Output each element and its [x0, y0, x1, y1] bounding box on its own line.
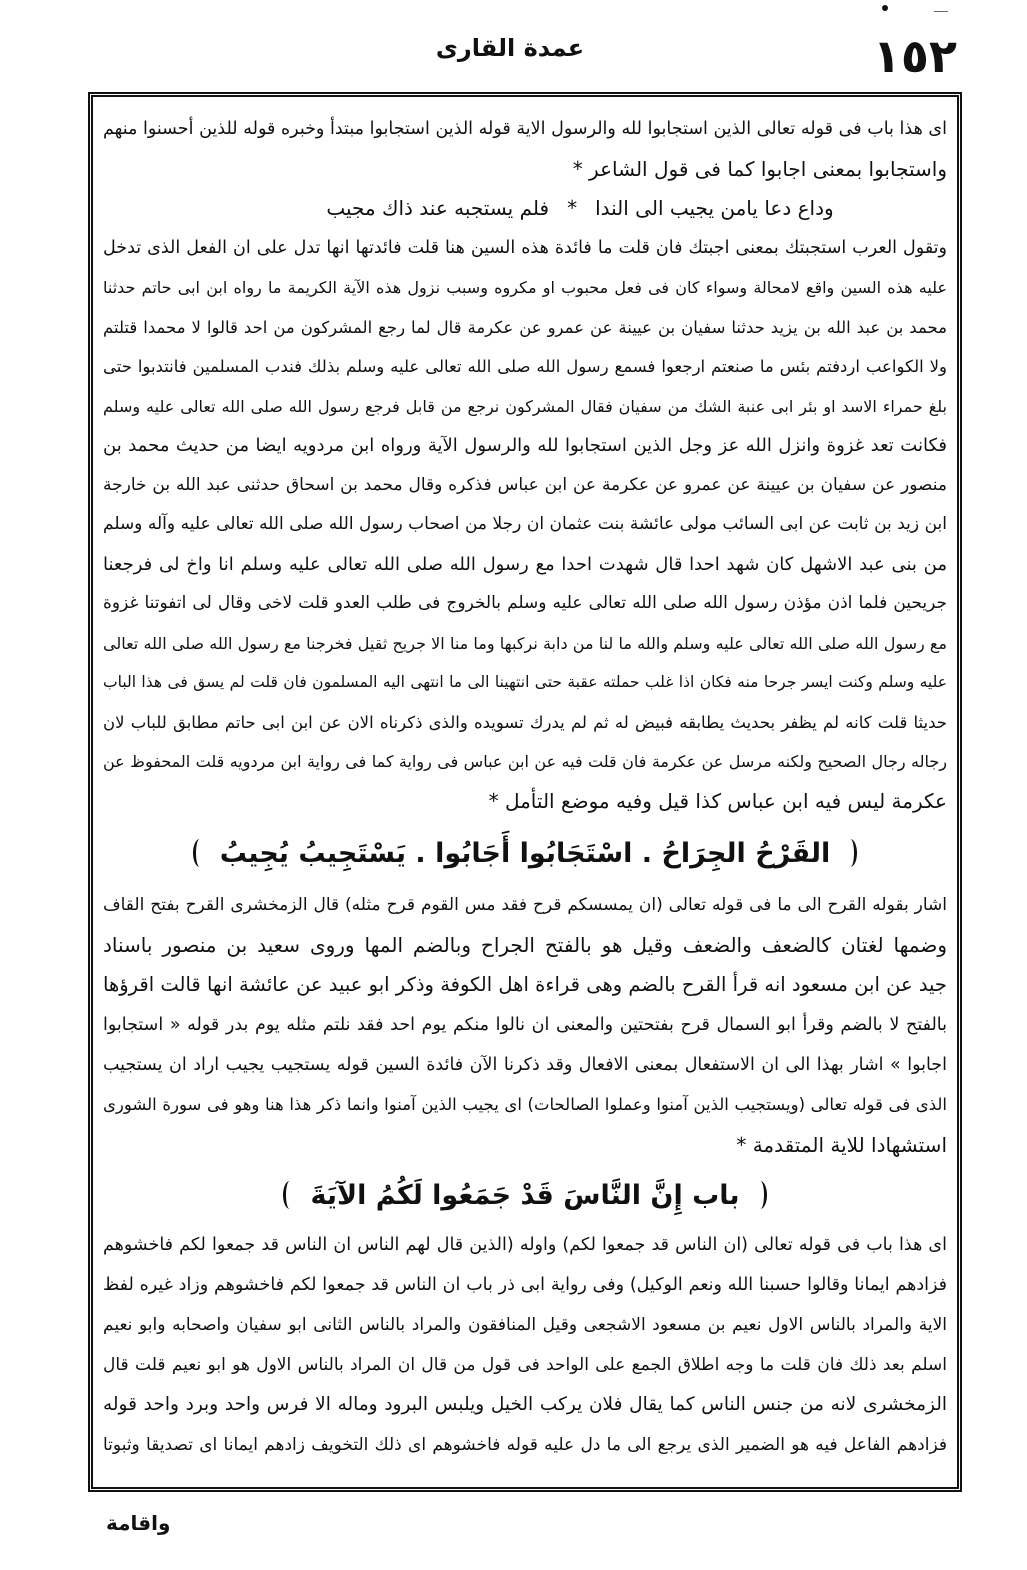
text-line: ابن زيد بن ثابت عن ابى السائب مولى عائشة بنت عثمان ان رجلا من اصحاب رسول الله صلى الله تعالى عليه وآله وسلم	[103, 514, 947, 534]
text-line: فكانت تعد غزوة وانزل الله عز وجل الذين استجابوا لله والرسول الآية ورواه ابن مردويه ايضا من حديث محمد بن	[103, 435, 947, 456]
verse-first-hemistich: وداع دعا يامن يجيب الى الندا	[595, 196, 834, 220]
text-line: اجابوا » اشار بهذا الى ان الاستفعال بمعنى الافعال وقد ذكرنا الآن فائدة السين قوله يستجيب يجيب اراد ان يستجيب	[103, 1055, 947, 1075]
text-line: من بنى عبد الاشهل كان شهد احدا قال شهدت احدا مع رسول الله صلى الله تعالى عليه وسلم انا واخ لى فرجعنا	[103, 553, 947, 575]
section-heading	[103, 821, 947, 885]
section-heading-text: القَرْحُ الجِرَاحُ . اسْتَجَابُوا أَجَابُوا . يَسْتَجِيبُ يُجِيبُ	[219, 837, 831, 869]
chapter-heading	[103, 1165, 947, 1225]
text-line: بالفتح لا بالضم وقرأ ابو السمال قرح بفتحتين والمعنى ان نالوا منكم يوم احد فقد نلتم مثله يوم بدر قوله « استجابوا	[103, 1015, 947, 1035]
verse-separator: *	[567, 196, 578, 220]
catchword: واقامة	[106, 1511, 171, 1535]
text-line: الزمخشرى لانه من جنس الناس كما يقال فلان يركب الخيل ويلبس البرود وماله الا فرس واحد وبرد واحد قوله	[103, 1394, 947, 1415]
section-commentary-2	[103, 885, 947, 1165]
text-frame	[88, 92, 962, 1492]
text-line: فزادهم ايمانا وقالوا حسبنا الله ونعم الوكيل) وفى رواية ابى ذر باب ان الناس قد جمعوا لكم فاخشوهم وزاد غيره لفظ	[103, 1275, 947, 1295]
text-line: ولا الكواعب اردفتم بئس ما صنعتم ارجعوا فسمع رسول الله صلى الله تعالى عليه وسلم بذلك فندب المسلمين فانتدبوا حتى	[103, 357, 947, 376]
text-line: فزادهم الفاعل فيه هو الضمير الذى يرجع الى ما دل عليه قوله فاخشوهم اى ذلك التخويف زادهم ايمانا اى تصديقا وثبوتا	[103, 1435, 947, 1455]
ornate-bracket-close	[193, 839, 204, 867]
ink-dot-mark	[882, 5, 888, 11]
text-line: وتقول العرب استجبتك بمعنى اجبتك فان قلت ما فائدة هذه السين هنا قلت فائدتها انها تدل على ان الفعل الذى تدخل	[103, 237, 947, 258]
section-commentary-3	[103, 1225, 947, 1465]
running-title: عمدة القارى	[435, 34, 585, 62]
text-line: مع رسول الله صلى الله تعالى عليه وسلم والله ما لنا من دابة نركبها وما منا الا جريح ثقيل فخرجنا مع رسول الله صلى الله تعالى	[103, 633, 947, 653]
text-line: عكرمة ليس فيه ابن عباس كذا قيل وفيه موضع التأمل *	[488, 788, 947, 813]
text-line: رجاله رجال الصحيح ولكنه مرسل عن عكرمة فان قلت فيه عن ابن عباس فى رواية كما فى رواية ابن مردويه قلت المحفوظ عن	[103, 752, 947, 771]
text-line: وضمها لغتان كالضعف والضعف وقيل هو بالفتح الجراح وبالضم المها وروى سعيد بن منصور باسناد	[103, 933, 947, 957]
text-line: الاية والمراد بالناس الاول نعيم بن مسعود الاشجعى وقيل المنافقون والمراد بالناس الثانى ابو سفيان واصحابه وابو نعيم	[103, 1315, 947, 1335]
text-line: اشار بقوله القرح الى ما فى قوله تعالى (ان يمسسكم قرح فقد مس القوم قرح مثله) قال الزمخشرى القرح بفتح القاف	[103, 895, 947, 915]
ink-dash-mark	[934, 11, 948, 12]
section-commentary-1	[103, 110, 947, 821]
text-line: جريحين فلما اذن مؤذن رسول الله صلى الله تعالى عليه وسلم بالخروج فى طلب العدو قلت لاخى وقال لى اتفوتنا غزوة	[103, 593, 947, 613]
text-line: منصور عن سفيان بن عيينة عن عمرو عن عكرمة عن ابن عباس فذكره وقال محمد بن اسحاق حدثنى عبد الله بن خارجة	[103, 474, 947, 495]
text-line: واستجابوا بمعنى اجابوا كما فى قول الشاعر *	[572, 156, 947, 181]
ornate-bracket-close	[283, 1181, 294, 1209]
text-line: اى هذا باب فى قوله تعالى (ان الناس قد جمعوا لكم) واوله (الذين قال لهم الناس ان الناس قد جمعوا لكم فاخشوهم	[103, 1235, 947, 1255]
text-line: استشهادا للاية المتقدمة *	[736, 1133, 947, 1157]
text-line: عليه وسلم وكنت ايسر جرحا منه فكان اذا غلب حملته عقبة حتى انتهينا الى ما انتهى اليه المسلمون فان قلت لم يسق فى هذا الباب	[103, 673, 947, 691]
text-line: الذى فى قوله تعالى (ويستجيب الذين آمنوا وعملوا الصالحات) اى يجيب الذين آمنوا وانما ذكر هذا هنا وهو فى سورة الشورى	[103, 1095, 947, 1114]
chapter-heading-text: باب إِنَّ النَّاسَ قَدْ جَمَعُوا لَكُمُ الآيَةَ	[310, 1179, 740, 1211]
text-line: جيد عن ابن مسعود انه قرأ القرح بالضم وهى قراءة اهل الكوفة وذكر ابو عبيد عن عائشة انها قالت اقرؤها	[103, 973, 947, 996]
ornate-bracket-open	[846, 839, 857, 867]
ornate-bracket-open	[756, 1181, 767, 1209]
page-number: ١٥٢	[872, 29, 957, 83]
text-line: اسلم بعد ذلك فان قلت ما وجه اطلاق الجمع على الواحد فى قول من قال ان المراد بالناس الاول هو ابو نعيم قلت قال	[103, 1355, 947, 1375]
text-line: اى هذا باب فى قوله تعالى الذين استجابوا لله والرسول الاية قوله الذين استجابوا مبتدأ وخبره قوله للذين أحسنوا منهم	[103, 119, 947, 139]
text-line: محمد بن عبد الله بن يزيد حدثنا سفيان بن عيينة عن عمرو عن عكرمة قال لما رجع المشركون من احد قالوا لا محمدا قتلتم	[103, 317, 947, 337]
poetry-verse	[103, 189, 947, 229]
text-line: بلغ حمراء الاسد او بئر ابى عنبة الشك من سفيان فقال المشركون نرجع من قابل فرجع رسول الله صلى الله تعالى عليه وسلم	[103, 396, 947, 416]
text-line: حديثا قلت كانه لم يظفر بحديث يطابقه فبيض له ثم لم يدرك تسويده والذى ذكرناه الان عن ابن ابى حاتم مطابق للباب لان	[103, 712, 947, 732]
verse-second-hemistich: فلم يستجبه عند ذاك مجيب	[326, 196, 550, 220]
text-line: عليه هذه السين واقع لامحالة وسواء كان فى فعل محبوب او مكروه وسبب نزول هذه الآية الكريمة ما رواه ابن ابى حاتم حدثنا	[103, 278, 947, 297]
